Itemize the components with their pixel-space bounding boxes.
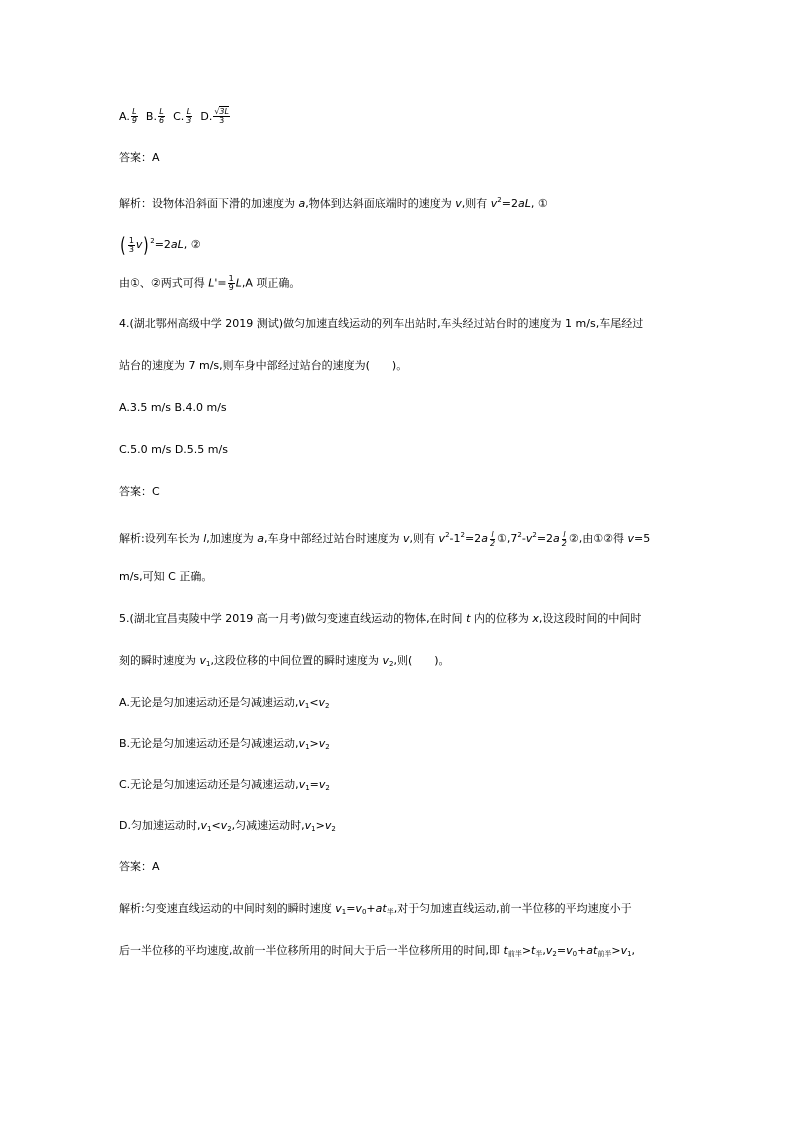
q5-option-a: A.无论是匀加速运动还是匀减速运动$,v_1<v_2$ bbox=[119, 696, 330, 710]
q3-option-d: D. $\frac{√3L}{3}$ bbox=[200, 107, 229, 125]
q3-option-c: C. $\frac{L}{3}$ bbox=[173, 107, 192, 125]
q5-answer: 答案：A bbox=[119, 860, 160, 873]
q5-option-b: B.无论是匀加速运动还是匀减速运动$,v_1>v_2$ bbox=[119, 737, 330, 751]
q4-analysis-line2: m/s,可知 C 正确。 bbox=[119, 570, 213, 583]
q4-stem-line2: 站台的速度为 7 m/s,则车身中部经过站台的速度为( )。 bbox=[119, 359, 408, 372]
q5-stem-line2: 刻的瞬时速度为 $v_1$,这段位移的中间位置的瞬时速度为 $v_2$,则( )。 bbox=[119, 654, 450, 668]
q4-options-line1: A.3.5 m/s B.4.0 m/s bbox=[119, 401, 227, 414]
q5-option-d: D.匀加速运动时$,v_1<v_2$,匀减速运动时$,v_1>v_2$ bbox=[119, 819, 336, 833]
q3-conclusion: 由①、②两式可得 L'= $\frac{1}{9}$ L,A 项正确。 bbox=[119, 274, 301, 292]
q4-options-line2: C.5.0 m/s D.5.5 m/s bbox=[119, 443, 228, 456]
q5-analysis-line2: 后一半位移的平均速度,故前一半位移所用的时间大于后一半位移所用的时间,即 $t_{前半}>t_半,v_2=v_0+at_{前半}>v_1$, bbox=[119, 944, 636, 958]
q3-analysis-line1: 解析：设物体沿斜面下滑的加速度为 a,物体到达斜面底端时的速度为 v,则有 $v^2=2aL$, ① bbox=[119, 196, 548, 210]
q3-option-a: A. $\frac{L}{9}$ bbox=[119, 107, 137, 125]
q3-option-b: B. $\frac{L}{6}$ bbox=[145, 107, 165, 125]
q3-options bbox=[119, 108, 231, 125]
q4-analysis-line1: 解析:设列车长为 l,加速度为 a,车身中部经过站台时速度为 v,则有 $v^2-1^2=2a$ $\frac{l}{2}$ $①,7^2-v^2=2a$ $\frac{l}{2}$ ②,由①②得 v=5 bbox=[119, 529, 651, 548]
q5-analysis-line1: 解析:匀变速直线运动的中间时刻的瞬时速度 $v_1=v_0+at_半$,对于匀加速直线运动,前一半位移的平均速度小于 bbox=[119, 902, 632, 916]
q5-stem-line1: 5.(湖北宜昌夷陵中学 2019 高一月考)做匀变速直线运动的物体,在时间 t 内的位移为 x,设这段时间的中间时 bbox=[119, 612, 642, 625]
q3-answer: 答案：A bbox=[119, 151, 160, 164]
q3-equation-2: ( $\frac{1}{3}$ v)$^2$=2aL, ② bbox=[120, 233, 201, 257]
q4-stem-line1: 4.(湖北鄂州高级中学 2019 测试)做匀加速直线运动的列车出站时,车头经过站台时的速度为 1 m/s,车尾经过 bbox=[119, 317, 644, 330]
q4-answer: 答案：C bbox=[119, 485, 160, 498]
q5-option-c: C.无论是匀加速运动还是匀减速运动$,v_1=v_2$ bbox=[119, 778, 330, 792]
